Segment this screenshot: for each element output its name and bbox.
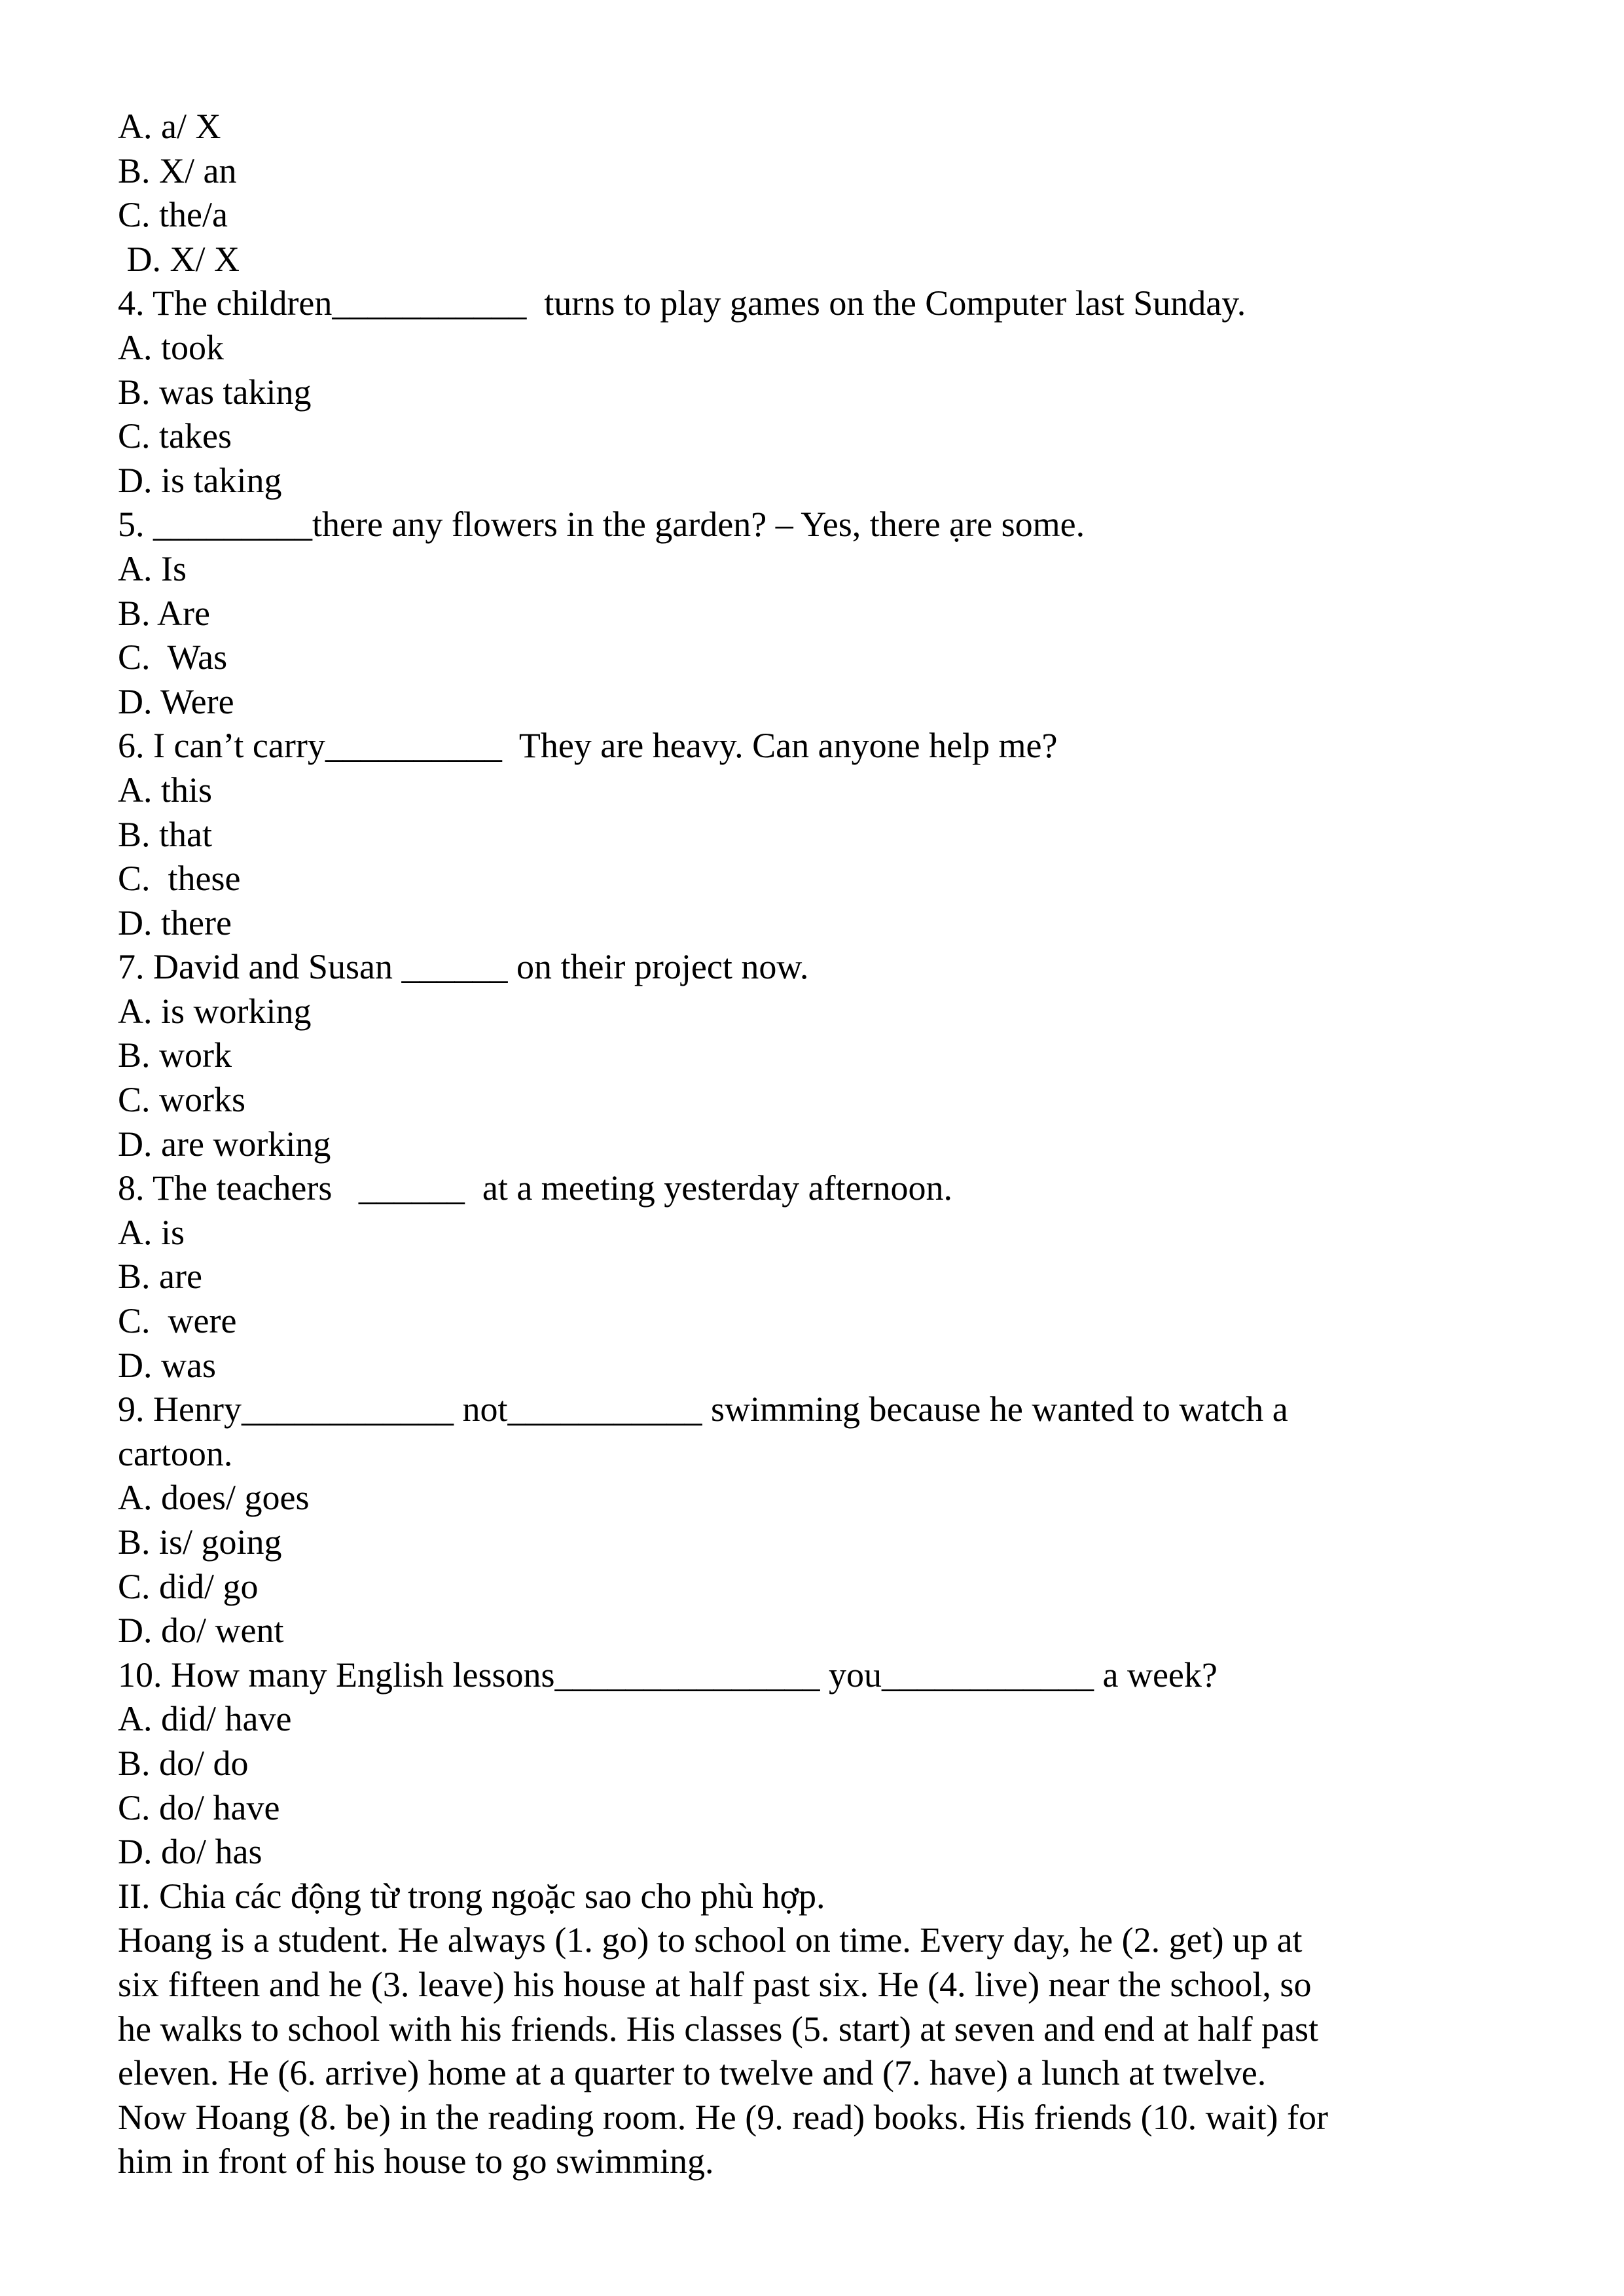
text-line: A. did/ have (118, 1699, 292, 1739)
text-line: A. this (118, 770, 213, 810)
text-line: C. did/ go (118, 1566, 259, 1606)
text-line: A. a/ X (118, 107, 221, 146)
text-line: 6. I can’t carry__________ They are heavy. Can anyone help me? (118, 726, 1058, 766)
text-line: him in front of his house to go swimming. (118, 2142, 714, 2181)
text-line: C. works (118, 1080, 246, 1120)
text-line: B. Are (118, 593, 210, 633)
text-line: B. are (118, 1257, 202, 1297)
text-line: B. work (118, 1035, 232, 1075)
text-line: A. does/ goes (118, 1478, 310, 1518)
text-line: Now Hoang (8. be) in the reading room. He (9. read) books. His friends (10. wait) for (118, 2097, 1328, 2137)
text-line: D. do/ has (118, 1832, 262, 1872)
text-line: C. these (118, 859, 241, 899)
text-line: Hoang is a student. He always (1. go) to school on time. Every day, he (2. get) up at (118, 1920, 1303, 1960)
text-line: 10. How many English lessons_______________ you____________ a week? (118, 1655, 1218, 1695)
text-line: C. do/ have (118, 1787, 280, 1827)
text-line: B. do/ do (118, 1743, 249, 1783)
text-line: D. do/ went (118, 1611, 284, 1651)
text-line: II. Chia các động từ trong ngoặc sao cho phù hợp. (118, 1876, 825, 1916)
text-line: B. was taking (118, 372, 312, 412)
text-line: C. were (118, 1301, 237, 1341)
text-line: 9. Henry____________ not___________ swimming because he wanted to watch a (118, 1390, 1288, 1429)
text-line: A. Is (118, 548, 187, 588)
text-line: 4. The children___________ turns to play games on the Computer last Sunday. (118, 283, 1246, 323)
text-line: D. there (118, 903, 232, 942)
text-line: cartoon. (118, 1433, 233, 1473)
text-line: 8. The teachers ______ at a meeting yesterday afternoon. (118, 1168, 953, 1208)
text-line: B. X/ an (118, 151, 237, 190)
text-line: D. Were (118, 681, 234, 721)
text-line: six fifteen and he (3. leave) his house at half past six. He (4. live) near the school, so (118, 1964, 1312, 2004)
text-line: D. is taking (118, 460, 282, 500)
text-line: A. took (118, 327, 224, 367)
text-line: C. Was (118, 637, 228, 677)
text-line: C. takes (118, 416, 232, 456)
text-line: D. are working (118, 1124, 331, 1164)
text-line: he walks to school with his friends. His classes (5. start) at seven and end at half past (118, 2009, 1319, 2049)
text-line: 7. David and Susan ______ on their project now. (118, 947, 809, 987)
text-line: B. is/ going (118, 1522, 282, 1562)
text-line: eleven. He (6. arrive) home at a quarter to twelve and (7. have) a lunch at twelve. (118, 2053, 1267, 2093)
text-line: 5. _________there any flowers in the garden? – Yes, there ạre some. (118, 505, 1085, 545)
text-line: A. is working (118, 991, 312, 1031)
text-line: D. was (118, 1345, 216, 1385)
text-line: C. the/a (118, 195, 228, 235)
text-line: A. is (118, 1212, 185, 1252)
text-line: D. X/ X (118, 239, 240, 279)
worksheet-page (118, 105, 1558, 2184)
text-line: B. that (118, 814, 212, 854)
